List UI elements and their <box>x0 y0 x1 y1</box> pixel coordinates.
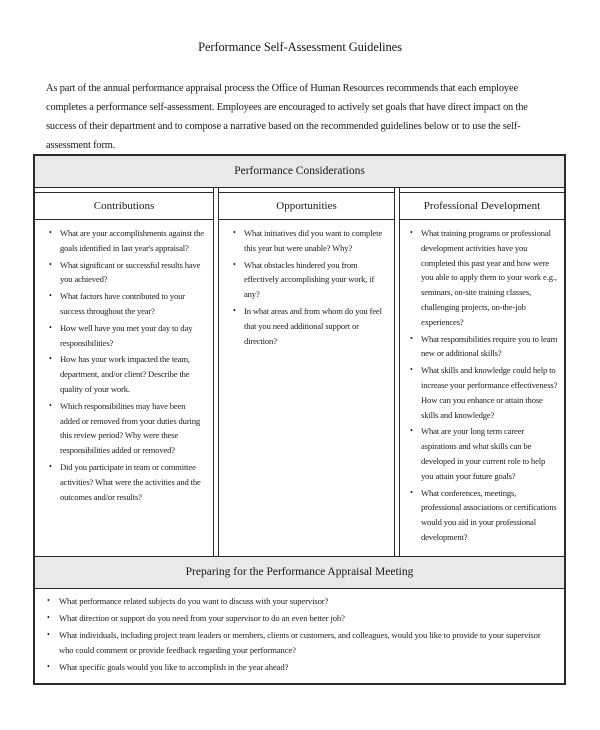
professional-development-list <box>400 220 564 545</box>
bullet-icon: • <box>47 596 50 605</box>
list-item-text: What significant or successful results have you achieved? <box>60 259 201 285</box>
list-item <box>49 321 207 351</box>
meeting-heading: Preparing for the Performance Appraisal Meeting <box>35 556 564 589</box>
bullet-icon: • <box>233 305 236 315</box>
list-item-text: What individuals, including project team leaders or members, clients or customers, and colleagues, would you like to provide to your supervisor who could comment or provide feedback regarding your performance? <box>59 630 541 655</box>
list-item <box>233 258 388 302</box>
list-item <box>49 258 207 288</box>
bullet-icon: • <box>47 630 50 640</box>
contributions-list <box>35 220 213 504</box>
list-item <box>410 424 558 483</box>
list-item <box>47 660 554 675</box>
list-item-text: What skills and knowledge could help to increase your performance effectiveness? How can you enhance or attain those skills and knowledge? <box>421 365 558 420</box>
list-item-text: What initiatives did you want to complete this year but were unable? Why? <box>244 228 383 253</box>
bullet-icon: • <box>233 259 236 269</box>
bullet-icon: • <box>410 333 413 343</box>
list-item-text: How has your work impacted the team, department, and/or client? Describe the quality of your work. <box>60 354 190 394</box>
list-item-text: How well have you met your day to day responsibilities? <box>60 322 193 348</box>
list-item <box>233 226 388 256</box>
opportunities-column <box>218 188 395 556</box>
document-title: Performance Self-Assessment Guidelines <box>198 40 402 54</box>
list-item-text: Did you participate in team or committee activities? What were the activities and the outcomes and/or results? <box>60 461 201 502</box>
list-item-text: What conferences, meetings, professional associations or certifications would you aid in your professional development? <box>421 487 557 542</box>
list-item-text: What training programs or professional development activities have you completed this past year and how were you able to apply them to your work e.g., seminars, on-site training classes, challenging projects, on-the-job experiences? <box>421 228 557 327</box>
list-item <box>410 363 558 422</box>
list-item <box>233 304 388 348</box>
bullet-icon: • <box>49 259 52 269</box>
bullet-icon: • <box>49 354 52 364</box>
list-item-text: What are your accomplishments against the goals identified in last year's appraisal? <box>60 228 204 253</box>
bullet-icon: • <box>233 228 236 237</box>
list-item-text: What obstacles hindered you from effectively accomplishing your work, if any? <box>244 259 375 300</box>
professional-development-column <box>399 188 564 556</box>
bullet-icon: • <box>49 400 52 410</box>
guidelines-table <box>33 154 566 685</box>
list-item <box>410 486 558 545</box>
opportunities-list <box>219 220 394 348</box>
list-item <box>49 460 207 504</box>
bullet-icon: • <box>410 365 413 375</box>
list-item <box>49 399 207 458</box>
bullet-icon: • <box>49 228 52 237</box>
list-item <box>49 352 207 396</box>
list-item <box>49 289 207 319</box>
list-item <box>49 226 207 256</box>
bullet-icon: • <box>49 322 52 332</box>
list-item <box>410 226 558 330</box>
professional-development-heading: Professional Development <box>400 192 564 220</box>
list-item-text: What performance related subjects do you want to discuss with your supervisor? <box>59 596 329 606</box>
list-item-text: What specific goals would you like to accomplish in the year ahead? <box>59 661 289 672</box>
contributions-column <box>35 188 214 556</box>
opportunities-heading: Opportunities <box>219 192 394 220</box>
list-item <box>410 332 558 362</box>
meeting-list <box>35 594 564 677</box>
intro-paragraph: As part of the annual performance appraisal process the Office of Human Resources recommends that each employee completes a performance self-assessment. Employees are encouraged to actively set goals that have direct impact on the success of their department and to compose a narrative based on the recommended guidelines below or to use the self-assessment form. <box>46 83 528 151</box>
considerations-heading: Performance Considerations <box>35 156 564 188</box>
list-item <box>47 594 554 609</box>
list-item <box>47 628 554 657</box>
bullet-icon: • <box>47 661 50 671</box>
bullet-icon: • <box>49 461 52 471</box>
bullet-icon: • <box>410 487 413 497</box>
bullet-icon: • <box>410 228 413 237</box>
list-item-text: What are your long term career aspirations and what skills can be developed in your current role to help you attain your future goals? <box>421 426 546 481</box>
list-item-text: Which responsibilities may have been added or removed from your duties during this review period? Why were these responsibilities added or removed? <box>60 400 201 456</box>
bullet-icon: • <box>410 426 413 436</box>
list-item-text: In what areas and from whom do you feel that you need additional support or direction? <box>244 305 382 346</box>
list-item <box>47 611 554 626</box>
list-item-text: What factors have contributed to your success throughout the year? <box>60 291 185 316</box>
bullet-icon: • <box>47 613 50 623</box>
bullet-icon: • <box>49 291 52 301</box>
list-item-text: What responsibilities require you to learn new or additional skills? <box>421 333 558 359</box>
list-item-text: What direction or support do you need from your supervisor to do an even better job? <box>59 613 345 624</box>
contributions-heading: Contributions <box>35 192 213 220</box>
